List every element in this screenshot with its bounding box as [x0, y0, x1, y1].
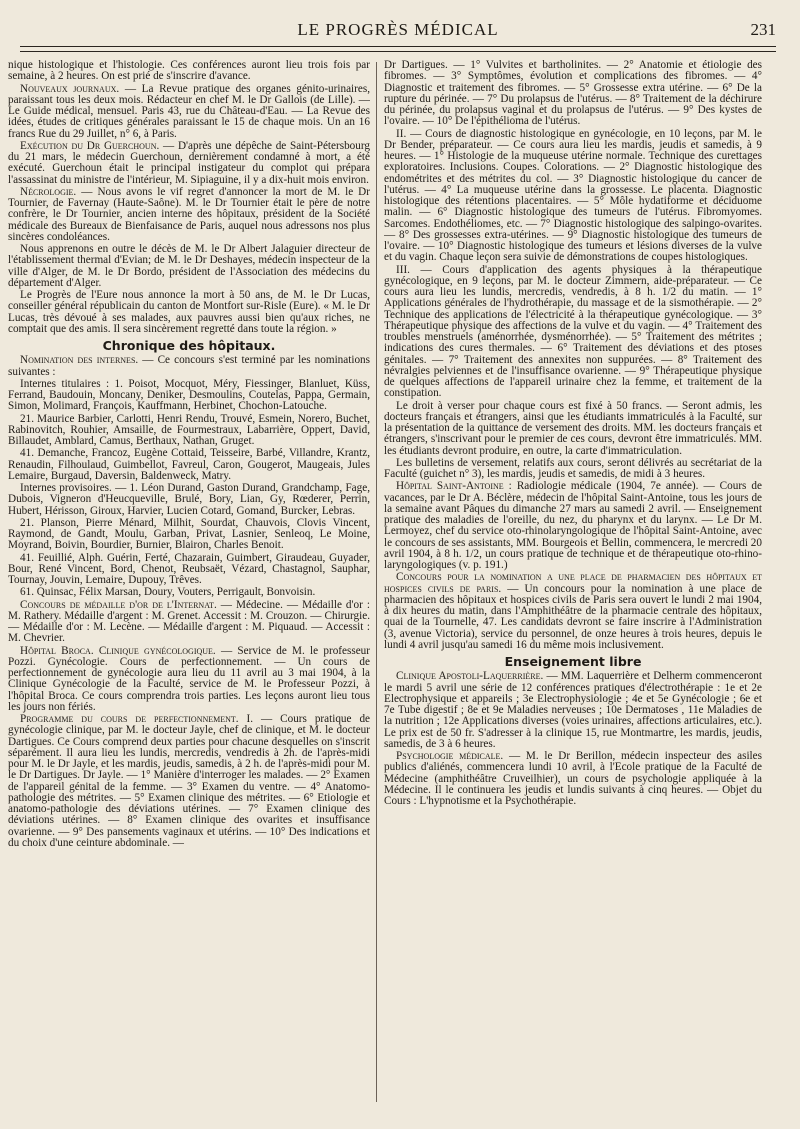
- paragraph-text: II. — Cours de diagnostic histologique en gynécologie, en 10 leçons, par M. le Dr Bender, préparateur. — Ce cours aura lieu les mardis, jeudis et samedis, à 9 heures. — 1° Histologie de la muqueuse utérine normale. Technique des curettages exploratoires. Inclusions. Coupes. Colorations. — 2° Diagnostic histologique des endométrites et des métrites du col. — 3° Diagnostic histologique du cancer de l'utérus. — 4° La muqueuse utérine dans la grossesse. Le placenta. Diagnostic histologique des rétentions placentaires. — 5° Môle hydatiforme et déciduome malin. — 6° Diagnostic histologique des tumeurs de l'utérus. Fibromyomes. Sarcomes. Endothéliomes, etc. — 7° Diagnostic histologique des salpingo-ovarites. — 8° Des grossesses extra-utérines. — 9° Diagnostic histologique des tumeurs de l'ovaire. — 10° Diagnostic histologique des tumeurs et lésions diverses de la vulve et du vagin. Chaque leçon sera suivie de démonstrations de coupes histologiques.: [384, 127, 762, 264]
- paragraph: [8, 414, 370, 448]
- paragraph: [384, 481, 762, 571]
- paragraph-text: Nous apprenons en outre le décès de M. le Dr Albert Jalaguier directeur de l'établissement thermal d'Evian; de M. le Dr Deshayes, médecin inspecteur de la ville d'Alger, de M. le Dr Bordo, président de l'Association des médecins du département d'Alger.: [8, 243, 370, 289]
- journal-title: LE PROGRÈS MÉDICAL: [297, 20, 499, 39]
- paragraph-lead: Nomination des internes.: [20, 354, 139, 367]
- paragraph: [8, 244, 370, 289]
- paragraph: [8, 355, 370, 378]
- paragraph: [384, 129, 762, 264]
- paragraph-text: Radiologie médicale (1904, 7e année). — Cours de vacances, par le Dr A. Béclère, médecin de l'hôpital Saint-Antoine, tous les jours de la semaine avant Pâques du dimanche 27 mars au samedi 2 avril. — Enseignement pratique des maladies de l'oreille, du nez, du pharynx et du larynx. — Le Dr M. Lermoyez, chef du service oto-rhinolaryngologique de l'hôpital Saint-Antoine, avec le concours de ses assistants, MM. Bourgeois et Bellin, commencera, le mercredi 20 avril 1904, à 8 h. 1/2, un cours pratique de technique et de thérapeutique oto-rhino-laryngologiques (v. p. 191.): [384, 480, 762, 571]
- paragraph: [8, 518, 370, 552]
- paragraph: [8, 141, 370, 186]
- right-column: [384, 60, 762, 1120]
- paragraph-text: — Un concours pour la nomination à une place de pharmacien des hôpitaux et hospices civils de Paris sera ouvert le lundi 2 mai 1904, à dix heures du matin, dans l'Amphithéâtre de la pharmacie centrale des hôpitaux, quai de la Tournelle, 47. Les candidats devront se faire inscrire à l'Administration (3, avenue Victoria), service du personnel, de onze heures à trois heures, depuis le lundi 4 avril jusqu'au samedi 16 du même mois inclusivement.: [384, 582, 762, 651]
- paragraph-text: Internes provisoires. — 1. Léon Durand, Gaston Durand, Grandchamp, Fage, Dubois, Vigneron d'Heucqueville, Brulé, Bory, Lian, Gy, Rœderer, Perrin, Hubert, Hérisson, Giroux, Harvier, Lucien Cotard, Gomand, Burcker, Lebras.: [8, 482, 370, 517]
- page-header: [20, 20, 776, 46]
- paragraph-text: III. — Cours d'application des agents physiques à la thérapeutique gynécologique, en 9 leçons, par M. le docteur Zimmern, aide-préparateur. — Ce cours aura lieu les lundis, mercredis, vendredis, à 8 h. 1/2 du matin. — 1° Applications générales de l'hydrothérapie, du massage et de la sismothérapie. — 2° Technique des applications de l'électricité à la thérapeutique gynécologique. — 3° Thérapeutique physique des affections de la vulve et du vagin. — 4° Traitement des troubles menstruels (aménorrhée, dysménorrhée). — 5° Traitement des métrites ; indications des cures thermales. — 6° Traitement des déviations et des ptoses génitales. — 7° Traitement des annexites non suppurées. — 8° Traitement des névralgies pelviennes et de l'insuffisance ovarienne. — 9° Thérapeutique physique de quelques affections de l'appareil urinaire chez la femme, et traitement de la constipation.: [384, 263, 762, 400]
- paragraph: [8, 714, 370, 849]
- paragraph: [384, 572, 762, 651]
- paragraph-text: — D'après une dépêche de Saint-Pétersbourg du 21 mars, le médecin Guerchoun, dernièrement condamné à mort, a été exécuté. Guerchoun était le principal instigateur du complot qui prépara l'assassinat du ministre de l'intérieur, M. Sipiaguine, il y a dix-huit mois environ.: [8, 139, 370, 186]
- paragraph-text: Les bulletins de versement, relatifs aux cours, seront délivrés au secrétariat de la Faculté (guichet n° 3), les mardis, jeudis et samedis, de midi à 3 heures.: [384, 456, 762, 480]
- paragraph: [384, 60, 762, 128]
- paragraph-text: Le Progrès de l'Eure nous annonce la mort à 50 ans, de M. le Dr Lucas, conseiller général républicain du canton de Montfort sur-Risle (Eure). « M. le Dr Lucas, très dévoué à ses malades, aux pauvres aussi bien qu'aux riches, ne comptait que des amis. Il sera sincèrement regretté dans toute la région. »: [8, 289, 370, 335]
- paragraph-lead: Concours pour la nomination a une place de pharmacien des hôpitaux et hospices civils de paris.: [384, 571, 762, 595]
- paragraph: [8, 290, 370, 335]
- paragraph: [384, 458, 762, 481]
- paragraph-lead: Nécrologie.: [20, 185, 77, 198]
- page-number: 231: [750, 20, 776, 39]
- paragraph: [8, 448, 370, 482]
- paragraph-lead: Clinique Apostoli-Laquerrière.: [396, 670, 544, 683]
- paragraph-text: 21. Maurice Barbier, Carlotti, Henri Rendu, Trouvé, Esmein, Norero, Buchet, Rabinovitch, Rouhier, Amsaille, de Fourmestraux, Labarrière, Oppert, David, Billaudet, Amblard, Camus, Berthaux, Nathan, Gruget.: [8, 412, 370, 447]
- paragraph-text: 61. Quinsac, Félix Marsan, Doury, Vouters, Perrigault, Bonvoisin.: [20, 586, 316, 599]
- paragraph: [8, 60, 370, 83]
- paragraph-text: Internes titulaires : 1. Poisot, Mocquot, Méry, Fiessinger, Blanluet, Küss, Ferrand, Baudouin, Moncany, Deniker, Desmoulins, Coutelas, Pappa, Germain, Simon, Molimard, François, Kauffmann, Herbinet, Chochon-Latouche.: [8, 377, 370, 413]
- paragraph: [8, 483, 370, 517]
- left-column: [8, 60, 370, 1120]
- paragraph-lead: Psychologie médicale.: [396, 750, 504, 762]
- paragraph-lead: Concours de médaille d'or de l'Internat.: [20, 598, 217, 611]
- paragraph-lead: Programme du cours de perfectionnement.: [20, 713, 239, 725]
- paragraph-text: — Nous avons le vif regret d'annoncer la mort de M. le Dr Tournier, de Favernay (Haute-Saône). M. le Dr Tournier était le père de notre confrère, le Dr Tournier, ancien interne des hôpitaux, président de la Société médicale des Bureaux de Bienfaisance de Paris, auquel nous adressons nos plus sincères condoléances.: [8, 185, 370, 243]
- paragraph-text: 41. Feuillié, Alph. Guérin, Ferté, Chazarain, Guimbert, Giraudeau, Guyader, Bour, René Vincent, Bord, Chenot, Reubsaët, Vézard, Chastagnol, Sauphar, Tournay, Jouvin, Lemaire, Dupouy, Trêves.: [8, 551, 370, 586]
- paragraph: [8, 600, 370, 645]
- paragraph: [8, 187, 370, 243]
- paragraph-text: nique histologique et l'histologie. Ces conférences auront lieu trois fois par semaine, à 2 heures. On est prié de s'inscrire d'avance.: [8, 60, 370, 83]
- paragraph: [384, 401, 762, 457]
- paragraph-text: — M. le Dr Berillon, médecin inspecteur des asiles publics d'aliénés, commencera lundi 10 avril, à l'Ecole pratique de la Faculté de Médecine (amphithéâtre Cruveilhier), un cours de psychologie appliquée à la Médecine. Il le continuera les jeudis et lundis suivants à cinq heures. — Objet du Cours : L'hypnotisme et la Psychothérapie.: [384, 750, 762, 807]
- paragraph: [8, 587, 370, 598]
- paragraph-text: — Médecine. — Médaille d'or : M. Rathery. Médaille d'argent : M. Grenet. Accessit : M. Crouzon. — Chirurgie. — Médaille d'or : M. Lecène. — Médaille d'argent : M. Piquaud. — Accessit : M. Chevrier.: [8, 598, 370, 645]
- paragraph-text: — Ce concours s'est terminé par les nominations suivantes :: [8, 354, 370, 378]
- paragraph: [384, 751, 762, 807]
- paragraph-text: — Service de M. le professeur Pozzi. Gynécologie. Cours de perfectionnement. — Un cours de perfectionnement de gynécologie aura lieu du 11 avril au 3 mai 1904, à la Clinique Gynécologie de la Faculté, service de M. le Professeur Pozzi, à l'hôpital Broca. Ce cours comprendra trois parties. Les leçons auront lieu tous les jours non fériés.: [8, 644, 370, 713]
- paragraph: [384, 671, 762, 750]
- paragraph: [384, 265, 762, 400]
- paragraph-text: Dr Dartigues. — 1° Vulvites et bartholinites. — 2° Anatomie et étiologie des fibromes. — 3° Symptômes, évolution et complications des fibromes. — 4° Diagnostic et traitement des fibromes. — 5° Grossesse extra utérine. — 6° De la rupture du périnée. — 7° Du prolapsus de l'utérus. — 8° Traitement de la déchirure du périnée, du prolapsus vaginal et du prolapsus de l'utérus. — 9° Des kystes de l'ovaire. — 10° De l'épithélioma de l'utérus.: [384, 60, 762, 128]
- paragraph-lead: Nouveaux journaux.: [20, 82, 120, 95]
- paragraph-text: — La Revue pratique des organes génito-urinaires, paraissant tous les deux mois. Rédacteur en chef M. le Dr Gallois (de Lille). — Le Guide médical, mensuel. Paris 43, rue du Château-d'Eau. — La Revue des idées, études de critiques générales paraissant le 15 de chaque mois. Un an 16 francs Rue du 29 Juillet, n° 6, à Paris.: [8, 82, 370, 140]
- paragraph: [8, 646, 370, 714]
- paragraph: [8, 84, 370, 140]
- paragraph-text: I. — Cours pratique de gynécologie clinique, par M. le docteur Jayle, chef de clinique, et M. le docteur Dartigues. Ce Cours comprend deux parties pour chacune desquelles on s'inscrit séparément. Il aura lieu les lundis, mercredis, vendredis à 2h. de l'après-midi pour M. le Dr Jayle, et les mardis, jeudis, samedis, à 2 h. de l'après-midi pour M. le Dr Dartigues. Dr Jayle. — 1° Manière d'interroger les malades. — 2° Examen de l'appareil génital de la femme. — 3° Examen du ventre. — 4° Anatomo-pathologie des métrites. — 5° Examen clinique des métrites. — 6° Etiologie et anatomo-pathologie des déviations utérines. — 7° Examen clinique des déviations utérines. — 8° Examen clinique des ovarites et insuffisance ovarienne. — 9° Des pansements vaginaux et utérins. — 10° Des indications et du choix d'une ceinture abdominale. —: [8, 713, 370, 849]
- header-rule-thin: [20, 51, 776, 52]
- header-rule: [20, 46, 776, 47]
- paragraph-text: Le droit à verser pour chaque cours est fixé à 50 francs. — Seront admis, les docteurs français et étrangers, ainsi que les étudiants immatriculés à la Faculté, sur la présentation de la quittance de versement des droits. MM. les docteurs français et étrangers, s'inscrivant pour le premier de ces cours, devront être immatriculés. MM. les étudiants devront produire, en outre, la carte d'immatriculation.: [384, 399, 762, 457]
- column-separator: [376, 62, 377, 1102]
- paragraph-lead: Hôpital Broca. Clinique gynécologique.: [20, 644, 216, 657]
- paragraph-lead: Exécution du Dr Guerchoun.: [20, 139, 160, 152]
- paragraph-text: 41. Demanche, Francoz, Eugène Cottaid, Teisseire, Barbé, Villandre, Krantz, Renaudin, Filhoulaud, Guimbellot, Favreul, Caron, Gougerot, Maugeais, Jules Lemaire, Burgaud, Daversin, Baldenweck, Matry.: [8, 447, 370, 482]
- paragraph-text: 21. Planson, Pierre Ménard, Milhit, Sourdat, Chauvois, Clovis Vincent, Raymond, de Gandt, Moulu, Garban, Privat, Lasnier, Senleoq, Le Moine, Moyrand, Boivin, Bourdier, Burnier, Blairon, Charles Benoit.: [8, 516, 370, 552]
- paragraph: [8, 553, 370, 587]
- section-title: Chronique des hôpitaux.: [102, 338, 276, 353]
- section-title: Enseignement libre: [504, 654, 642, 669]
- paragraph: [8, 379, 370, 413]
- paragraph-lead: Hôpital Saint-Antoine :: [396, 480, 512, 493]
- paragraph-text: — MM. Laquerrière et Delherm commenceront le mardi 5 avril une série de 12 conférences pratiques d'électrothérapie : 1e et 2e Electrophysique et appareils ; 3e Electrophysiologie ; 4e et 5e Gynécologie ; 6e et 7e Tube digestif ; 8e et 9e Maladies nerveuses ; 10e Dermatoses , 11e Maladies de la nutrition ; 12e Applications diverses (voies urinaires, affections articulaires, etc.). Le prix est de 50 fr. S'adresser à la clinique 15, rue Montmartre, les mardis, jeudis, samedis, de 3 à 6 heures.: [384, 670, 762, 750]
